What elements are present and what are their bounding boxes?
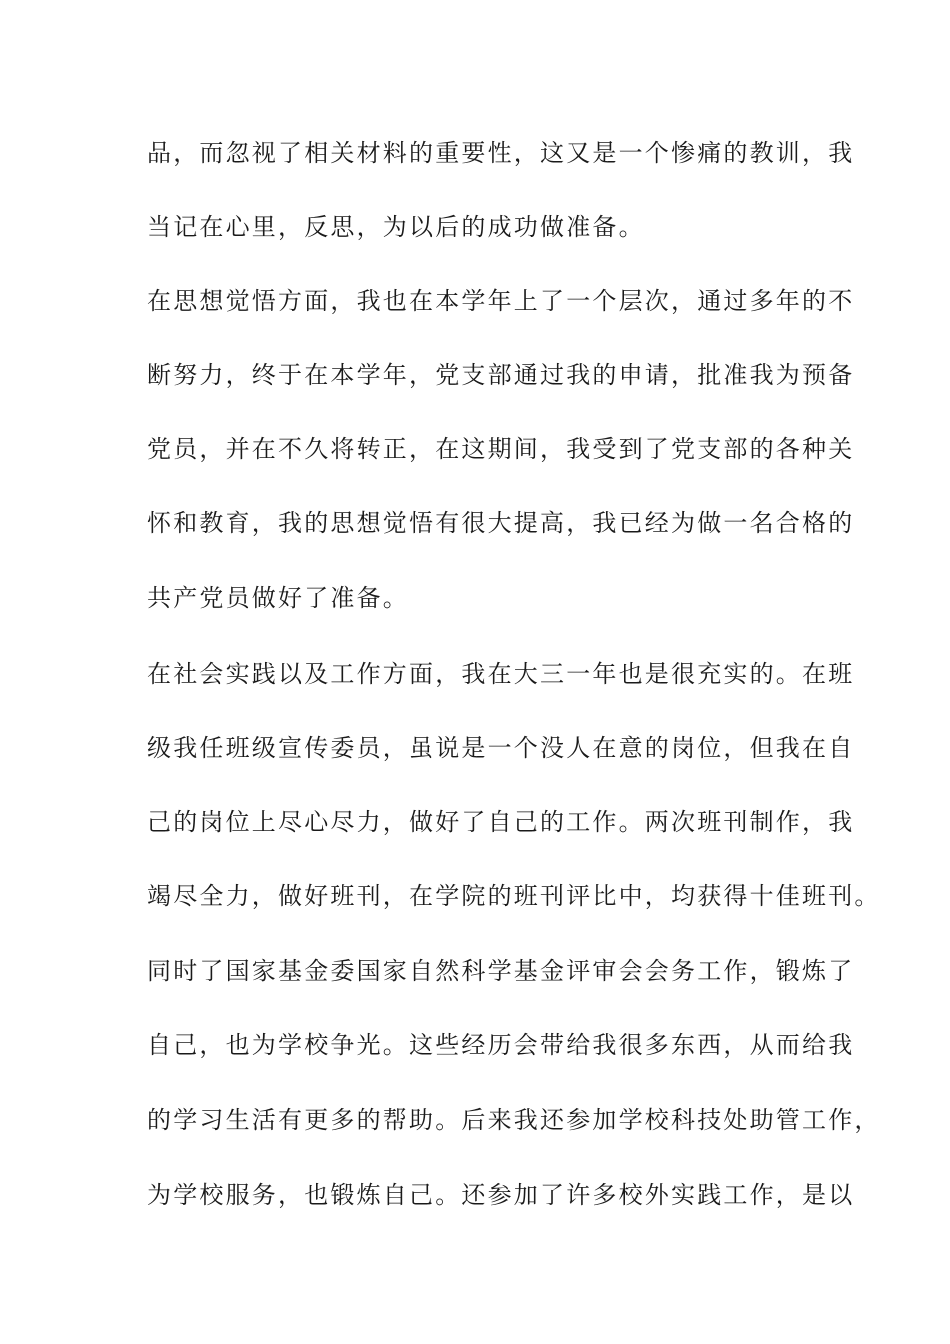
text-line: 同时了国家基金委国家自然科学基金评审会会务工作，锻炼了: [147, 957, 855, 985]
text-line: 自己，也为学校争光。这些经历会带给我很多东西，从而给我: [147, 1031, 855, 1059]
text-line: 为学校服务，也锻炼自己。还参加了许多校外实践工作，是以: [147, 1181, 855, 1209]
text-line: 级我任班级宣传委员，虽说是一个没人在意的岗位，但我在自: [147, 734, 855, 762]
text-line: 党员，并在不久将转正，在这期间，我受到了党支部的各种关: [147, 435, 855, 463]
text-line: 己的岗位上尽心尽力，做好了自己的工作。两次班刊制作，我: [147, 808, 855, 836]
text-line: 在思想觉悟方面，我也在本学年上了一个层次，通过多年的不: [147, 287, 855, 315]
text-line: 怀和教育，我的思想觉悟有很大提高，我已经为做一名合格的: [147, 509, 855, 537]
text-line: 共产党员做好了准备。: [147, 584, 409, 612]
text-line: 竭尽全力，做好班刊，在学院的班刊评比中，均获得十佳班刊。: [147, 882, 881, 910]
text-line: 当记在心里，反思，为以后的成功做准备。: [147, 213, 645, 241]
text-line: 断努力，终于在本学年，党支部通过我的申请，批准我为预备: [147, 361, 855, 389]
text-line: 的学习生活有更多的帮助。后来我还参加学校科技处助管工作，: [147, 1106, 881, 1134]
text-line: 在社会实践以及工作方面，我在大三一年也是很充实的。在班: [147, 660, 855, 688]
text-line: 品，而忽视了相关材料的重要性，这又是一个惨痛的教训，我: [147, 139, 855, 167]
